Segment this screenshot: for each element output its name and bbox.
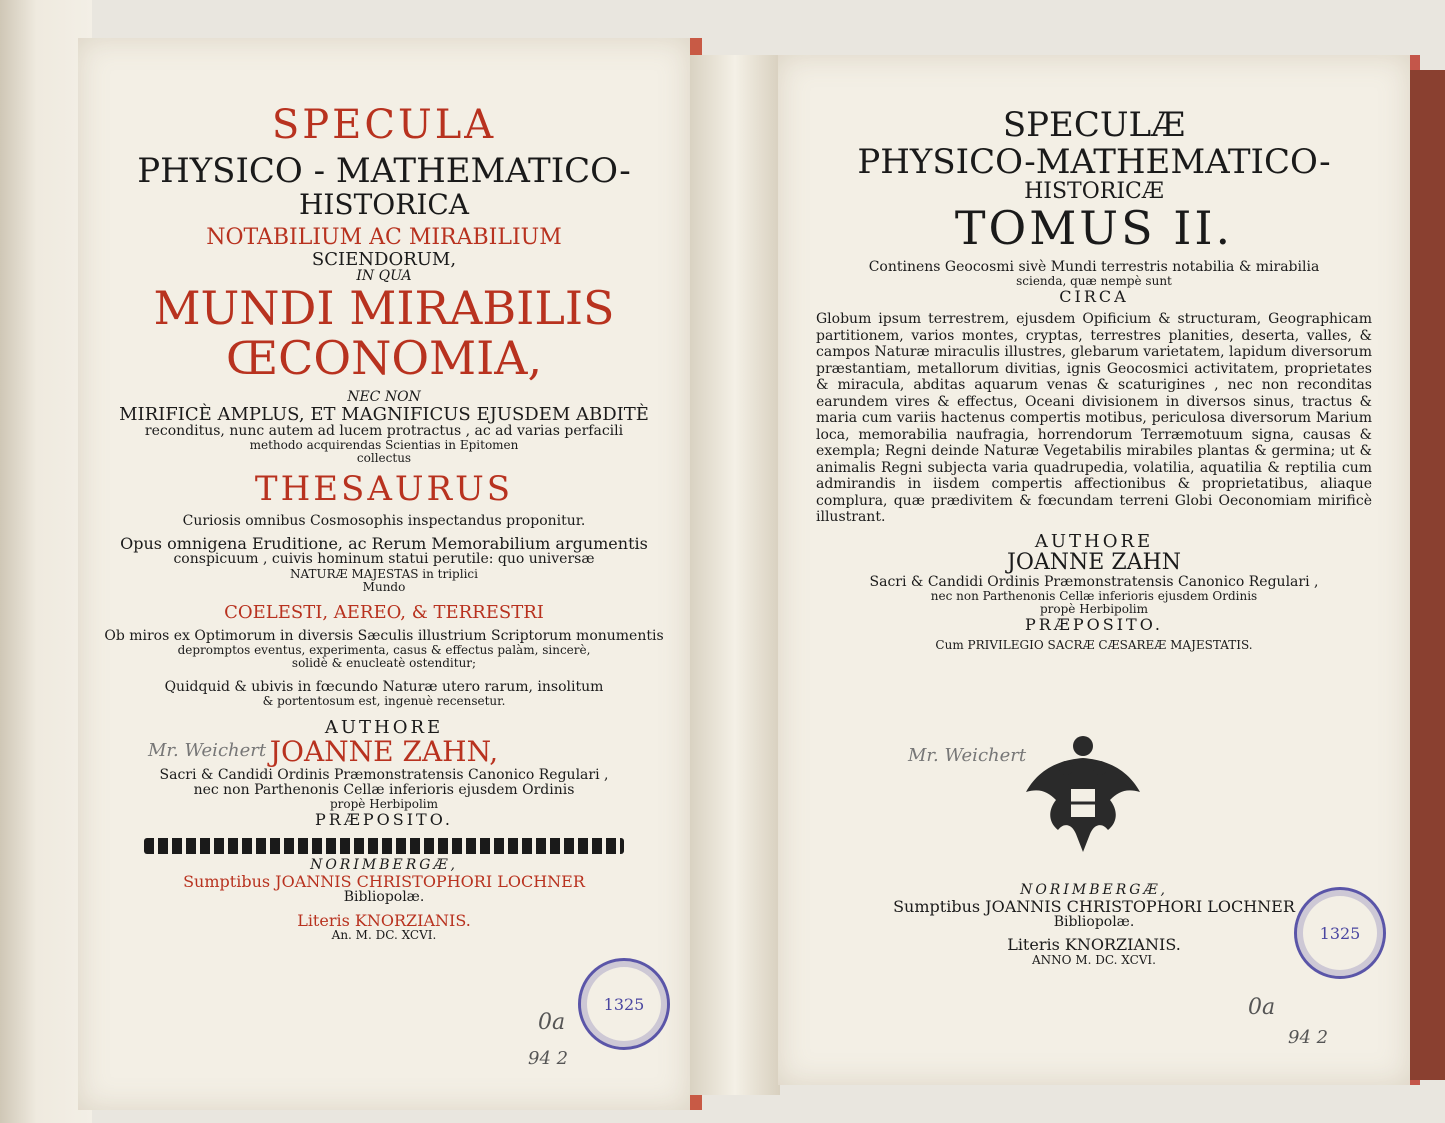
right-title-speculae: SPECULÆ [1002, 105, 1186, 145]
left-reconditus: reconditus, nunc autem ad lucem protractus , ac ad varias perfacili [144, 423, 624, 440]
left-sciendorum: SCIENDORUM, [311, 248, 457, 270]
left-in-qua: IN QUA [356, 268, 412, 285]
right-joanne-zahn: JOANNE ZAHN [1007, 550, 1181, 576]
pencil-shelfmark: 0a [1248, 995, 1276, 1020]
right-title-physico: PHYSICO-MATHEMATICO- [857, 141, 1331, 182]
left-coelesti: COELESTI, AEREO, & TERRESTRI [224, 602, 544, 624]
left-ob-miros: Ob miros ex Optimorum in diversis Sæculis illustrium Scriptorum monumentis [104, 627, 664, 644]
left-sumptibus: Sumptibus JOANNIS CHRISTOPHORI LOCHNER [183, 872, 585, 892]
left-conspicuum: conspicuum , cuivis hominum statui perutile: quo universæ [173, 551, 595, 568]
right-norimbergae: NORIMBERGÆ, [1020, 882, 1168, 898]
right-parthenonis: nec non Parthenonis Cellæ inferioris ejusdem Ordinis [930, 589, 1258, 604]
left-thesaurus: THESAURUS [254, 469, 514, 510]
left-mundi-mirabilis: MUNDI MIRABILIS [153, 281, 615, 336]
left-authore: AUTHORE [324, 716, 444, 738]
pencil-number: 94 2 [528, 1048, 569, 1069]
library-stamp [1294, 887, 1386, 979]
left-portentosum: & portentosum est, ingenuè recensetur. [262, 694, 506, 709]
right-bibliopolae: Bibliopolæ. [1053, 914, 1135, 931]
left-notabilium: NOTABILIUM AC MIRABILIUM [206, 225, 562, 251]
left-depromptos: depromptos eventus, experimenta, casus & effectus palàm, sincerè, [177, 643, 591, 657]
left-joanne-zahn: JOANNE ZAHN, [269, 735, 499, 769]
left-curiosis: Curiosis omnibus Cosmosophis inspectandus proponitur. [182, 513, 586, 530]
left-title-specula: SPECULA [271, 102, 497, 148]
left-solide: solidè & enucleatè ostenditur; [291, 655, 477, 670]
left-literis: Literis KNORZIANIS. [297, 910, 471, 930]
right-circa: CIRCA [1059, 286, 1129, 306]
left-title-physico: PHYSICO - MATHEMATICO- [137, 151, 631, 192]
book-gutter [690, 55, 780, 1095]
ornament-rule [144, 838, 624, 854]
left-nec-non: NEC NON [347, 388, 421, 405]
pencil-number: 94 2 [1288, 1027, 1329, 1048]
right-title-page [778, 55, 1420, 1085]
double-headed-eagle-icon [1018, 730, 1148, 860]
right-sumptibus: Sumptibus JOANNIS CHRISTOPHORI LOCHNER [893, 897, 1295, 917]
right-literis: Literis KNORZIANIS. [1007, 935, 1181, 955]
pencil-shelfmark: 0a [538, 1010, 566, 1035]
left-collectus: collectus [356, 451, 412, 466]
left-mirifice: MIRIFICÈ AMPLUS, ET MAGNIFICUS EJUSDEM ABDITÈ [119, 403, 649, 425]
right-continens: Continens Geocosmi sivè Mundi terrestris notabilia & mirabilia [868, 258, 1320, 275]
right-authore: AUTHORE [1034, 530, 1154, 552]
left-methodo: methodo acquirendas Scientias in Epitomen [249, 438, 519, 453]
book-cover-edge [1410, 70, 1445, 1080]
stamp-number: 1325 [1319, 923, 1361, 943]
left-herbipolim: propè Herbipolim [329, 796, 439, 811]
right-body-text: Globum ipsum terrestrem, ejusdem Opificium & structuram, Geographicam partitionem, varios montes, cryptas, terrestres planities, deserta, valles, & campos Naturæ miraculis illustres, glebarum varietatem, lapidum diversorum præstantiam, metallorum divitias, ignis Geocosmici activitatem, proprietates & miracula, abditas aquarum venas & scaturigines , nec non reconditas earundem vires & effectus, Oceani divisionem in diversos sinus, tractus & maria cum variis hactenus compertis motibus, periculosa diversorum Marium loca, memorabilia naufragia, horrendorum Terræmotuum signa, causas & exempla; Regni deinde Naturæ Vegetabilis mirabiles plantas & germina; ut & animalis Regni subjecta varia quadrupedia, volatilia, aquatilia & reptilia cum admirandis in iisdem compertis affectionibus & proprietatibus, aliaque complura, quæ prædivitem & fœcundam terreni Globi Oeconomiam mirificè illustrant. [816, 311, 1372, 526]
right-tomus: TOMUS II. [954, 201, 1234, 256]
left-bibliopolae: Bibliopolæ. [343, 889, 425, 906]
right-herbipolim: propè Herbipolim [1039, 602, 1149, 617]
left-mundo: Mundo [362, 579, 406, 594]
left-parthenonis: nec non Parthenonis Cellæ inferioris ejusdem Ordinis [193, 781, 575, 798]
right-title-block [778, 107, 1410, 652]
right-praeposito: PRÆPOSITO. [1025, 615, 1163, 635]
right-scienda: scienda, quæ nempè sunt [1016, 273, 1172, 288]
ownership-signature: Mr. Weichert [908, 745, 1027, 766]
left-title-historica: HISTORICA [298, 187, 470, 221]
right-privilegio: Cum PRIVILEGIO SACRÆ CÆSAREÆ MAJESTATIS. [935, 638, 1253, 653]
left-title-page [78, 38, 702, 1110]
stamp-number: 1325 [603, 994, 645, 1014]
right-title-historicae: HISTORICÆ [1024, 179, 1164, 205]
left-an-date: An. M. DC. XCVI. [331, 927, 437, 942]
left-naturae-majestas: NATURÆ MAJESTAS in triplici [290, 566, 478, 581]
left-norimbergae: NORIMBERGÆ, [310, 857, 458, 874]
left-quidquid: Quidquid & ubivis in fœcundo Naturæ utero rarum, insolitum [164, 678, 604, 695]
left-opus: Opus omnigena Eruditione, ac Rerum Memorabilium argumentis [120, 534, 648, 554]
left-oeconomia: ŒCONOMIA, [225, 331, 543, 386]
left-praeposito: PRÆPOSITO. [315, 809, 453, 829]
library-stamp [578, 958, 670, 1050]
ownership-signature: Mr. Weichert [148, 740, 267, 761]
left-sacri: Sacri & Candidi Ordinis Præmonstratensis Canonico Regulari , [159, 766, 609, 783]
right-sacri: Sacri & Candidi Ordinis Præmonstratensis Canonico Regulari , [869, 574, 1319, 591]
left-title-block [78, 104, 690, 942]
right-anno-date: ANNO M. DC. XCVI. [1032, 952, 1156, 967]
